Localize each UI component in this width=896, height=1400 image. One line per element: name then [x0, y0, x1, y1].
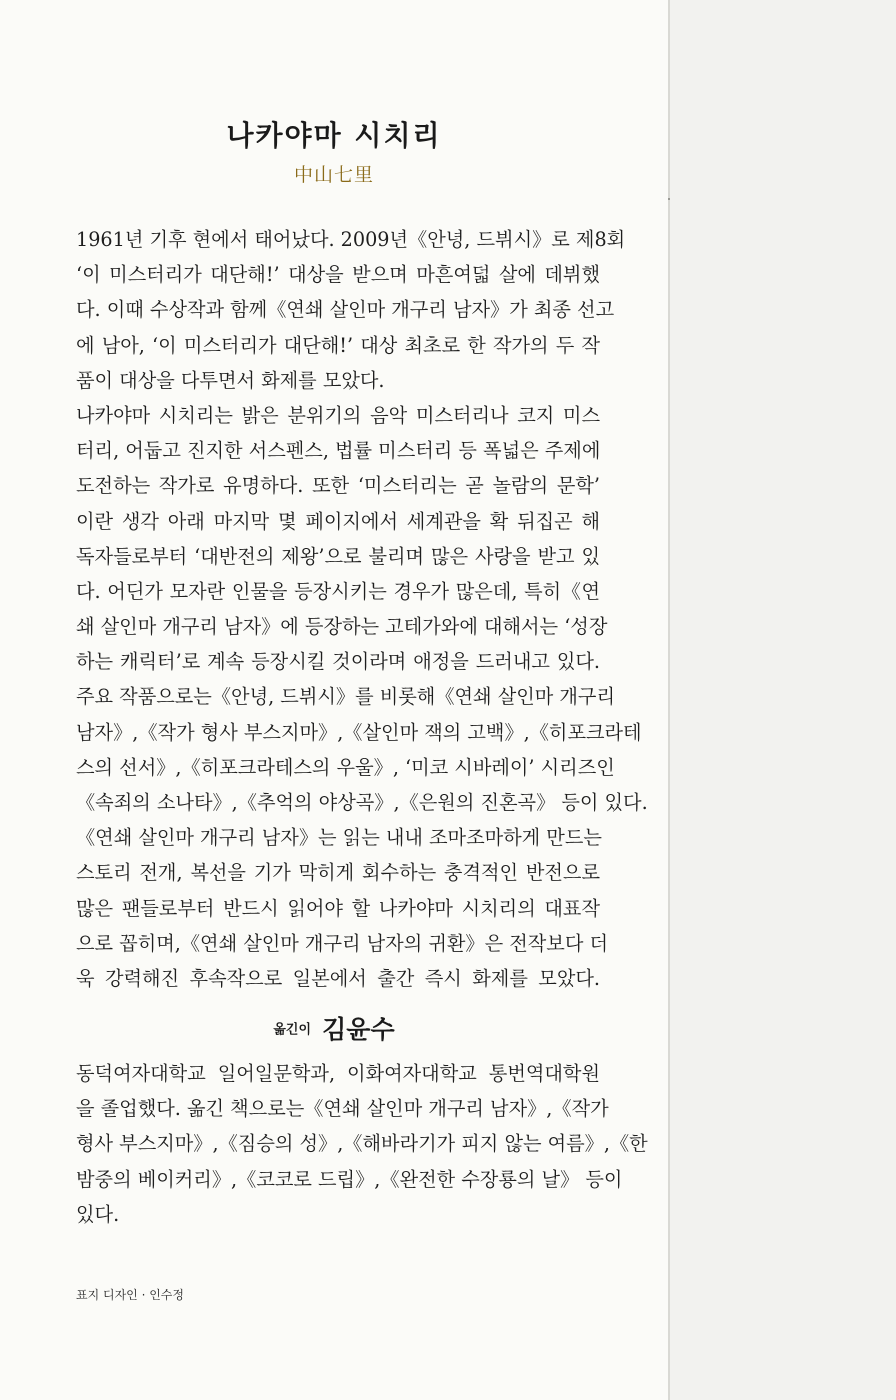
author-bio-line: 남자》,《작가 형사 부스지마》,《살인마 잭의 고백》,《히포크라테 [76, 720, 642, 744]
author-name-kanji: 中山七里 [293, 164, 374, 186]
author-bio-line: 다. 어딘가 모자란 인물을 등장시키는 경우가 많은데, 특히《연 [76, 579, 600, 603]
author-bio-line: 나카야마 시치리는 밝은 분위기의 음악 미스터리나 코지 미스 [76, 403, 600, 427]
translator-bio [76, 1056, 648, 1232]
translator-heading [0, 1010, 668, 1046]
cover-design-credit: 표지 디자인 · 인수정 [76, 1288, 184, 1302]
author-bio-line: 많은 팬들로부터 반드시 읽어야 할 나카야마 시치리의 대표작 [76, 896, 600, 920]
author-bio-line: 욱 강력해진 후속작으로 일본에서 출간 즉시 화제를 모았다. [76, 966, 600, 990]
author-bio-line: 에 남아, ‘이 미스터리가 대단해!’ 대상 최초로 한 작가의 두 작 [76, 333, 600, 357]
translator-bio-line: 있다. [76, 1202, 120, 1226]
translator-bio-line: 동덕여자대학교 일어일문학과, 이화여자대학교 통번역대학원 [76, 1062, 600, 1085]
author-bio-line: 스토리 전개, 복선을 기가 막히게 회수하는 충격적인 반전으로 [76, 861, 600, 885]
author-bio-line: 독자들로부터 ‘대반전의 제왕’으로 불리며 많은 사랑을 받고 있 [76, 544, 600, 568]
translator-bio-line: 을 졸업했다. 옮긴 책으로는《연쇄 살인마 개구리 남자》,《작가 [76, 1097, 609, 1121]
author-bio-line: 1961년 기후 현에서 태어났다. 2009년《안녕, 드뷔시》로 제8회 [76, 228, 626, 251]
author-bio-line: 품이 대상을 다투면서 화제를 모았다. [76, 368, 385, 392]
author-bio-line: 《연쇄 살인마 개구리 남자》는 읽는 내내 조마조마하게 만드는 [76, 826, 602, 850]
translator-name: 김윤수 [322, 1015, 395, 1044]
author-bio-line: 《속죄의 소나타》,《추억의 야상곡》,《은원의 진혼곡》 등이 있다. [76, 791, 648, 814]
author-name: 나카야마 시치리 [226, 119, 442, 152]
author-bio-line: 도전하는 작가로 유명하다. 또한 ‘미스터리는 곧 놀람의 문학’ [76, 474, 600, 498]
author-bio-line: 터리, 어둡고 진지한 서스펜스, 법률 미스터리 등 폭넓은 주제에 [76, 439, 601, 463]
author-bio-line: 다. 이때 수상작과 함께《연쇄 살인마 개구리 남자》가 최종 선고 [76, 298, 615, 322]
author-bio-line: 주요 작품으로는《안녕, 드뷔시》를 비롯해《연쇄 살인마 개구리 [76, 685, 615, 709]
author-bio [76, 222, 648, 996]
author-bio-line: 이란 생각 아래 마지막 몇 페이지에서 세계관을 확 뒤집곤 해 [76, 509, 600, 533]
translator-bio-line: 형사 부스지마》,《짐승의 성》,《해바라기가 피지 않는 여름》,《한 [76, 1132, 648, 1156]
author-bio-line: ‘이 미스터리가 대단해!’ 대상을 받으며 마흔여덟 살에 데뷔했 [76, 263, 600, 287]
translator-bio-line: 밤중의 베이커리》,《코코로 드립》,《완전한 수장룡의 날》 등이 [76, 1167, 623, 1191]
author-bio-line: 쇄 살인마 개구리 남자》에 등장하는 고테가와에 대해서는 ‘성장 [76, 615, 608, 639]
author-bio-line: 스의 선서》,《히포크라테스의 우울》, ‘미코 시바레이’ 시리즈인 [76, 755, 615, 779]
author-bio-line: 으로 꼽히며,《연쇄 살인마 개구리 남자의 귀환》은 전작보다 더 [76, 931, 609, 955]
translator-role-label: 옮긴이 [273, 1022, 312, 1038]
adjacent-page [670, 0, 896, 1400]
paper-speck [668, 198, 670, 200]
author-bio-line: 하는 캐릭터’로 계속 등장시킬 것이라며 애정을 드러내고 있다. [76, 650, 600, 674]
